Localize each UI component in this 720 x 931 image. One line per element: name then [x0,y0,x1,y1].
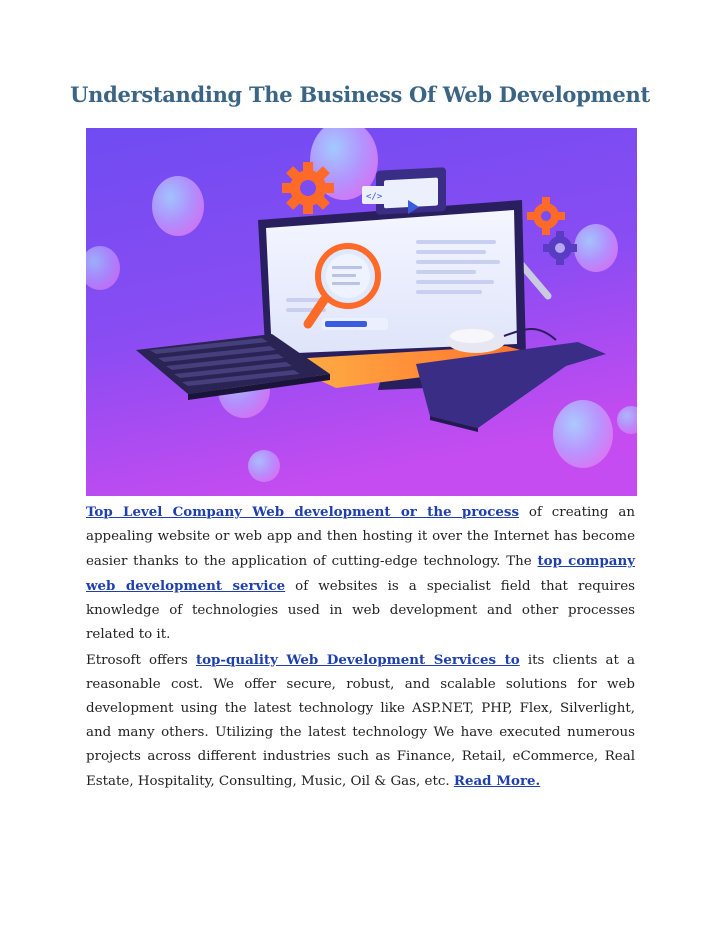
code-icon: </> [366,192,383,202]
link-top-quality-services[interactable]: top-quality Web Development Services to [195,651,520,668]
read-more-link[interactable]: Read More. [453,773,541,790]
progress-bar [322,318,388,330]
paragraph-2-text-2: its clients at a reasonable cost. We offer secure, robust, and scalable solutions for web development using the latest technology like ASP.NET, PHP, Flex, Silverlight, and many others. Utilizing the latest technology We have executed numerous projects across different industries such as Finance, Retail, eCommerce, Real Estate, Hospitality, Consulting, Music, Oil & Gas, etc. [86,652,636,790]
article-body [86,500,635,794]
web-development-illustration [86,128,637,496]
paragraph-2 [86,648,635,795]
page-title: Understanding The Business Of Web Development [70,82,650,107]
hero-image [86,128,637,496]
paragraph-1-text-1: of creating an appealing website or web app and then hosting it over the Internet has become easier thanks to the application of cutting-edge technology. The [86,505,635,570]
paragraph-2-text-1: Etrosoft offers [86,652,196,668]
gear-icon-large [282,162,334,214]
paragraph-1-text-2: of websites is a specialist field that requires knowledge of technologies used in web development and other processes related to it. [86,579,635,643]
link-top-level-company[interactable]: Top Level Company Web development or the process [86,504,519,520]
link-top-company-service[interactable]: top company web development service [86,553,635,595]
paragraph-1 [86,500,635,648]
